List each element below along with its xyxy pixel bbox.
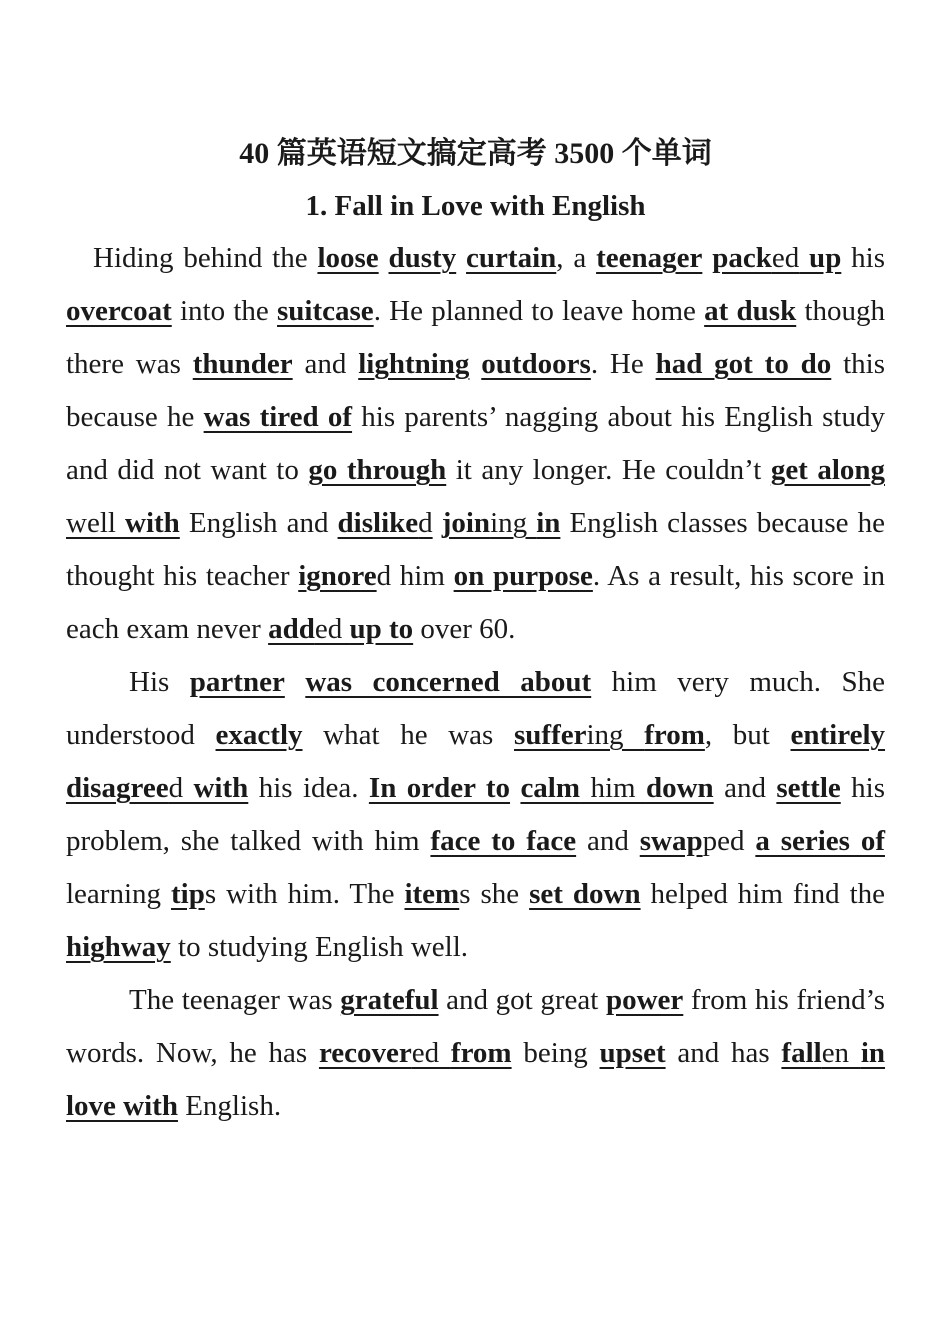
vocab-term: power bbox=[605, 984, 684, 1016]
vocab-term: lightning bbox=[358, 348, 470, 380]
text-run: . He planned to leave home bbox=[373, 295, 705, 327]
text-run: s she bbox=[459, 878, 530, 910]
vocab-term: get along bbox=[770, 454, 886, 486]
vocab-term: was concerned about bbox=[305, 666, 592, 698]
vocab-term: ed bbox=[314, 613, 350, 645]
vocab-term: overcoat bbox=[66, 295, 172, 327]
document-title bbox=[66, 128, 885, 180]
vocab-term: swap bbox=[639, 825, 703, 857]
text-run: though there was bbox=[66, 295, 886, 380]
text-run: learning bbox=[66, 878, 171, 910]
vocab-term: recover bbox=[318, 1037, 412, 1069]
vocab-term: had got to do bbox=[655, 348, 832, 380]
paragraph-3 bbox=[66, 974, 885, 1133]
vocab-term: was tired of bbox=[203, 401, 353, 433]
text-run: . He bbox=[590, 348, 656, 380]
vocab-term: d bbox=[418, 507, 433, 539]
vocab-term: In order to bbox=[368, 772, 511, 804]
vocab-term: highway bbox=[66, 931, 171, 963]
vocab-term: ignore bbox=[298, 560, 377, 592]
vocab-term: at dusk bbox=[704, 295, 797, 327]
text-run: into the bbox=[171, 295, 278, 327]
text-run: him very much. She understood bbox=[66, 666, 885, 751]
vocab-term: upset bbox=[599, 1037, 666, 1069]
vocab-term: loose bbox=[317, 242, 379, 274]
text-run: being bbox=[511, 1037, 600, 1069]
text-run: from his friend’s words. Now, he has bbox=[66, 984, 885, 1069]
text-run: His bbox=[129, 666, 190, 698]
vocab-term: calm bbox=[520, 772, 581, 804]
text-run: English classes because he thought his teacher bbox=[66, 507, 885, 592]
text-run: The teenager was bbox=[129, 984, 341, 1016]
text-run bbox=[510, 772, 520, 804]
text-run: English. bbox=[177, 1090, 282, 1122]
vocab-term: from bbox=[450, 1037, 512, 1069]
vocab-term: in bbox=[536, 507, 561, 539]
vocab-term: grateful bbox=[340, 984, 439, 1016]
vocab-term: up bbox=[799, 242, 842, 274]
vocab-term: in love with bbox=[66, 1037, 886, 1122]
text-run bbox=[379, 242, 389, 274]
text-run bbox=[433, 507, 442, 539]
vocab-term: exactly bbox=[215, 719, 303, 751]
paragraph-1 bbox=[66, 232, 885, 656]
vocab-term: teenager bbox=[596, 242, 703, 274]
text-run: over 60. bbox=[413, 613, 516, 645]
text-run: this because he bbox=[66, 348, 886, 433]
vocab-term: suffer bbox=[514, 719, 587, 751]
vocab-term: from bbox=[644, 719, 705, 751]
vocab-term: go through bbox=[308, 454, 447, 486]
vocab-term: up to bbox=[349, 613, 414, 645]
vocab-term: suitcase bbox=[277, 295, 374, 327]
text-run: his bbox=[841, 242, 886, 274]
text-run bbox=[456, 242, 466, 274]
vocab-term: thunder bbox=[192, 348, 293, 380]
document-title-text: 40 篇英语短文搞定高考 3500 个单词 bbox=[239, 137, 712, 170]
document-page bbox=[66, 128, 885, 1133]
vocab-term: curtain bbox=[466, 242, 557, 274]
text-run: English and bbox=[179, 507, 338, 539]
text-run: and got great bbox=[438, 984, 606, 1016]
vocab-term: settle bbox=[776, 772, 841, 804]
text-run: . As a result, his score in each exam never bbox=[66, 560, 885, 645]
vocab-term: item bbox=[404, 878, 460, 910]
vocab-term: pack bbox=[712, 242, 772, 274]
vocab-term: a series of bbox=[755, 825, 885, 857]
lesson-title: 1. Fall in Love with English bbox=[305, 190, 646, 222]
text-run: , but bbox=[704, 719, 791, 751]
vocab-term: set down bbox=[529, 878, 641, 910]
vocab-term: him bbox=[580, 772, 646, 804]
vocab-term: outdoors bbox=[481, 348, 591, 380]
vocab-term: dislike bbox=[337, 507, 419, 539]
vocab-term: ing bbox=[490, 507, 537, 539]
text-run: to studying English well. bbox=[170, 931, 469, 963]
text-run: helped him find the bbox=[640, 878, 885, 910]
text-run: and has bbox=[665, 1037, 782, 1069]
vocab-term: fall bbox=[781, 1037, 822, 1069]
vocab-term: dusty bbox=[388, 242, 457, 274]
text-run bbox=[285, 666, 306, 698]
vocab-term: join bbox=[441, 507, 491, 539]
vocab-term: with bbox=[125, 507, 180, 539]
vocab-term: well bbox=[66, 507, 126, 539]
text-run: his problem, she talked with him bbox=[66, 772, 886, 857]
vocab-term: down bbox=[645, 772, 714, 804]
text-run: Hiding behind the bbox=[93, 242, 318, 274]
text-run: his parents’ nagging about his English study and did not want to bbox=[66, 401, 885, 486]
vocab-term: with bbox=[193, 772, 249, 804]
text-run bbox=[469, 348, 481, 380]
text-run: and bbox=[292, 348, 359, 380]
vocab-term: add bbox=[268, 613, 315, 645]
text-run: , a bbox=[556, 242, 597, 274]
text-run: and bbox=[713, 772, 777, 804]
vocab-term: en bbox=[821, 1037, 861, 1069]
text-run: ped bbox=[702, 825, 756, 857]
vocab-term: ed bbox=[411, 1037, 451, 1069]
vocab-term: entirely bbox=[790, 719, 886, 751]
vocab-term: face to face bbox=[430, 825, 577, 857]
text-run: his idea. bbox=[248, 772, 369, 804]
paragraph-2 bbox=[66, 656, 885, 974]
vocab-term: tip bbox=[170, 878, 205, 910]
vocab-term: on purpose bbox=[453, 560, 593, 592]
vocab-term: ing bbox=[586, 719, 645, 751]
text-run: d him bbox=[376, 560, 454, 592]
vocab-term: partner bbox=[189, 666, 285, 698]
vocab-term: disagree bbox=[66, 772, 169, 804]
text-run: it any longer. He couldn’t bbox=[446, 454, 771, 486]
vocab-term: d bbox=[168, 772, 194, 804]
text-run: what he was bbox=[302, 719, 514, 751]
text-run: and bbox=[576, 825, 640, 857]
text-run: s with him. The bbox=[204, 878, 405, 910]
text-run bbox=[702, 242, 712, 274]
vocab-term: ed bbox=[771, 242, 800, 274]
